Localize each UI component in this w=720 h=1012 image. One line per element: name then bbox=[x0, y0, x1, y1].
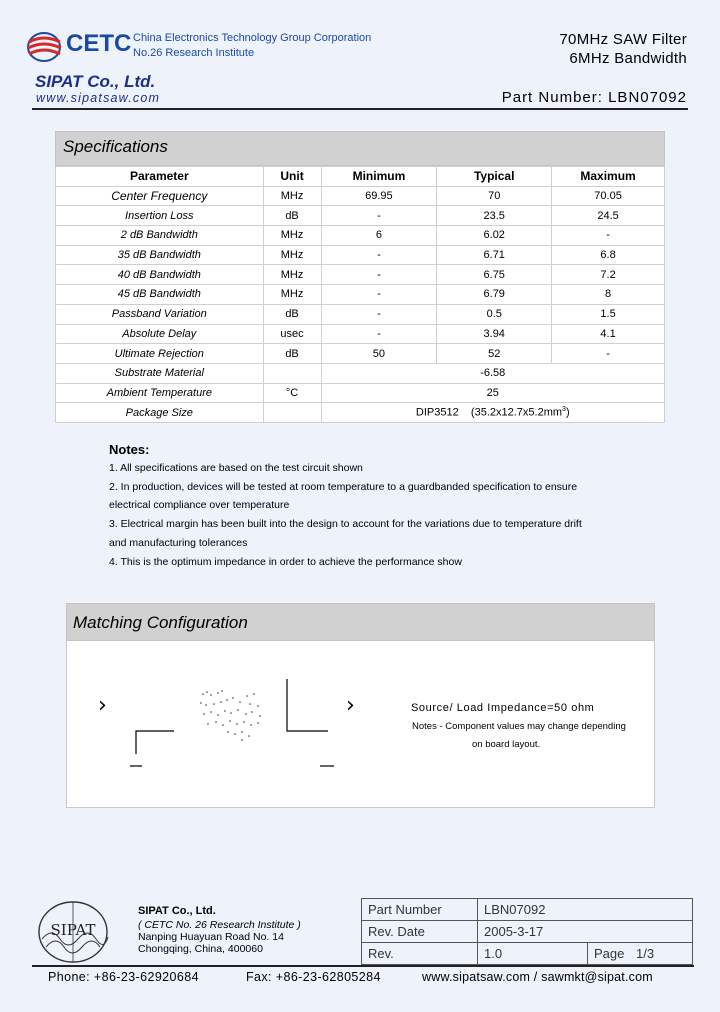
matching-circuit-diagram bbox=[90, 670, 380, 780]
output-arrow-icon: › bbox=[346, 693, 355, 718]
institute-name: No.26 Research Institute bbox=[133, 47, 255, 59]
typ-cell: 70 bbox=[437, 186, 552, 206]
input-trace bbox=[136, 731, 174, 754]
value-cell: 25 bbox=[321, 383, 665, 403]
website-link[interactable]: www.sipatsaw.com bbox=[36, 91, 161, 105]
col-header-typical: Typical bbox=[437, 167, 552, 187]
product-subtitle: 6MHz Bandwidth bbox=[569, 50, 687, 67]
table-row bbox=[56, 265, 665, 285]
footer-institute: ( CETC No. 26 Research Institute ) bbox=[138, 919, 301, 931]
table-row bbox=[56, 206, 665, 226]
min-cell: 69.95 bbox=[321, 186, 437, 206]
max-cell: 8 bbox=[552, 285, 665, 305]
package-size-close: ) bbox=[565, 406, 570, 419]
unit-cell: dB bbox=[263, 206, 321, 226]
param-cell: 35 dB Bandwidth bbox=[56, 245, 264, 265]
table-row bbox=[362, 921, 693, 943]
max-cell: 24.5 bbox=[552, 206, 665, 226]
max-cell: 70.05 bbox=[552, 186, 665, 206]
rev-date-label-cell: Rev. Date bbox=[362, 921, 478, 943]
typ-cell: 3.94 bbox=[437, 324, 552, 344]
param-cell: 45 dB Bandwidth bbox=[56, 285, 264, 305]
matching-note: Notes - Component values may change depending bbox=[412, 721, 626, 732]
rev-label-cell: Rev. bbox=[362, 943, 478, 965]
table-row bbox=[56, 363, 665, 383]
note-line: 4. This is the optimum impedance in order to achieve the performance show bbox=[109, 556, 462, 568]
max-cell: - bbox=[552, 226, 665, 246]
table-row bbox=[56, 285, 665, 305]
col-header-minimum: Minimum bbox=[321, 167, 437, 187]
header-divider bbox=[32, 108, 688, 110]
document-info-table bbox=[361, 898, 693, 965]
col-header-unit: Unit bbox=[263, 167, 321, 187]
unit-cell bbox=[263, 363, 321, 383]
footer-address-line: Nanping Huayuan Road No. 14 bbox=[138, 931, 284, 943]
sipat-seal-logo-icon bbox=[32, 897, 114, 967]
max-cell: 4.1 bbox=[552, 324, 665, 344]
table-row bbox=[56, 226, 665, 246]
company-name: China Electronics Technology Group Corporation bbox=[133, 32, 372, 44]
impedance-label: Source/ Load Impedance=50 ohm bbox=[411, 702, 595, 714]
note-line: 3. Electrical margin has been built into the design to account for the variations due to temperature drift bbox=[109, 518, 582, 530]
rev-date-cell: 2005-3-17 bbox=[478, 921, 693, 943]
min-cell: 50 bbox=[321, 344, 437, 364]
footer-company: SIPAT Co., Ltd. bbox=[138, 905, 216, 917]
param-cell: Substrate Material bbox=[56, 363, 264, 383]
page-number: 1/3 bbox=[636, 946, 655, 961]
table-row bbox=[56, 403, 665, 423]
unit-cell: dB bbox=[263, 304, 321, 324]
page-label: Page bbox=[594, 946, 625, 961]
product-title: 70MHz SAW Filter bbox=[559, 31, 687, 48]
value-cell: -6.58 bbox=[321, 363, 665, 383]
footer-divider bbox=[32, 965, 694, 967]
typ-cell: 23.5 bbox=[437, 206, 552, 226]
matching-note: on board layout. bbox=[472, 739, 541, 750]
package-size-text: DIP3512 (35.2x12.7x5.2mm bbox=[415, 406, 563, 419]
col-header-maximum: Maximum bbox=[552, 167, 665, 187]
max-cell: 7.2 bbox=[552, 265, 665, 285]
table-row bbox=[362, 943, 693, 965]
note-line: and manufacturing tolerances bbox=[109, 537, 248, 549]
notes-title: Notes: bbox=[109, 442, 150, 457]
matching-section-title: Matching Configuration bbox=[73, 613, 248, 632]
typ-cell: 6.75 bbox=[437, 265, 552, 285]
part-number-heading bbox=[502, 89, 687, 106]
param-cell: Absolute Delay bbox=[56, 324, 264, 344]
max-cell: 6.8 bbox=[552, 245, 665, 265]
min-cell: 6 bbox=[321, 226, 437, 246]
param-cell: 2 dB Bandwidth bbox=[56, 226, 264, 246]
col-header-parameter: Parameter bbox=[56, 167, 264, 187]
unit-cell: MHz bbox=[263, 245, 321, 265]
unit-cell: usec bbox=[263, 324, 321, 344]
fax-number: Fax: +86-23-62805284 bbox=[246, 970, 381, 984]
unit-cell bbox=[263, 403, 321, 423]
typ-cell: 52 bbox=[437, 344, 552, 364]
min-cell: - bbox=[321, 285, 437, 305]
unit-cell: dB bbox=[263, 344, 321, 364]
param-cell: Ultimate Rejection bbox=[56, 344, 264, 364]
param-cell: Insertion Loss bbox=[56, 206, 264, 226]
typ-cell: 6.79 bbox=[437, 285, 552, 305]
website-email-link[interactable]: www.sipatsaw.com / sawmkt@sipat.com bbox=[422, 970, 653, 984]
typ-cell: 6.71 bbox=[437, 245, 552, 265]
param-cell: Passband Variation bbox=[56, 304, 264, 324]
param-cell: Package Size bbox=[56, 403, 264, 423]
input-arrow-icon: › bbox=[98, 693, 107, 718]
min-cell: - bbox=[321, 304, 437, 324]
unit-cell: °C bbox=[263, 383, 321, 403]
part-number-value: LBN07092 bbox=[608, 89, 687, 106]
output-trace bbox=[287, 679, 328, 731]
param-cell: 40 dB Bandwidth bbox=[56, 265, 264, 285]
table-row bbox=[56, 186, 665, 206]
table-row bbox=[56, 245, 665, 265]
note-line: 1. All specifications are based on the test circuit shown bbox=[109, 462, 363, 474]
unit-cell: MHz bbox=[263, 285, 321, 305]
note-line: 2. In production, devices will be tested at room temperature to a guardbanded specification to ensure bbox=[109, 481, 578, 493]
min-cell: - bbox=[321, 245, 437, 265]
param-cell: Ambient Temperature bbox=[56, 383, 264, 403]
unit-cell: MHz bbox=[263, 265, 321, 285]
rev-cell: 1.0 bbox=[478, 943, 588, 965]
page-cell bbox=[588, 943, 693, 965]
package-size-superscript: 3 bbox=[562, 406, 566, 414]
spec-section-title: Specifications bbox=[63, 137, 168, 156]
typ-cell: 0.5 bbox=[437, 304, 552, 324]
brand-name: SIPAT Co., Ltd. bbox=[35, 72, 156, 91]
min-cell: - bbox=[321, 324, 437, 344]
table-row bbox=[56, 383, 665, 403]
table-row bbox=[56, 304, 665, 324]
min-cell: - bbox=[321, 265, 437, 285]
table-row bbox=[362, 899, 693, 921]
max-cell: - bbox=[552, 344, 665, 364]
note-line: electrical compliance over temperature bbox=[109, 499, 290, 511]
value-cell bbox=[321, 403, 665, 423]
min-cell: - bbox=[321, 206, 437, 226]
unit-cell: MHz bbox=[263, 226, 321, 246]
phone-number: Phone: +86-23-62920684 bbox=[48, 970, 199, 984]
table-row bbox=[56, 344, 665, 364]
part-number-label-cell: Part Number bbox=[362, 899, 478, 921]
max-cell: 1.5 bbox=[552, 304, 665, 324]
cetc-logo-text: CETC bbox=[66, 30, 132, 57]
typ-cell: 6.02 bbox=[437, 226, 552, 246]
param-cell: Center Frequency bbox=[56, 186, 264, 206]
filter-component-icon bbox=[200, 690, 261, 741]
part-number-label: Part Number: bbox=[501, 89, 603, 106]
spec-table-header bbox=[56, 167, 665, 187]
table-row bbox=[56, 324, 665, 344]
spec-table bbox=[55, 166, 665, 423]
part-number-cell: LBN07092 bbox=[478, 899, 693, 921]
footer-address-line: Chongqing, China, 400060 bbox=[138, 943, 263, 955]
unit-cell: MHz bbox=[263, 186, 321, 206]
seal-text: SIPAT bbox=[50, 921, 96, 939]
